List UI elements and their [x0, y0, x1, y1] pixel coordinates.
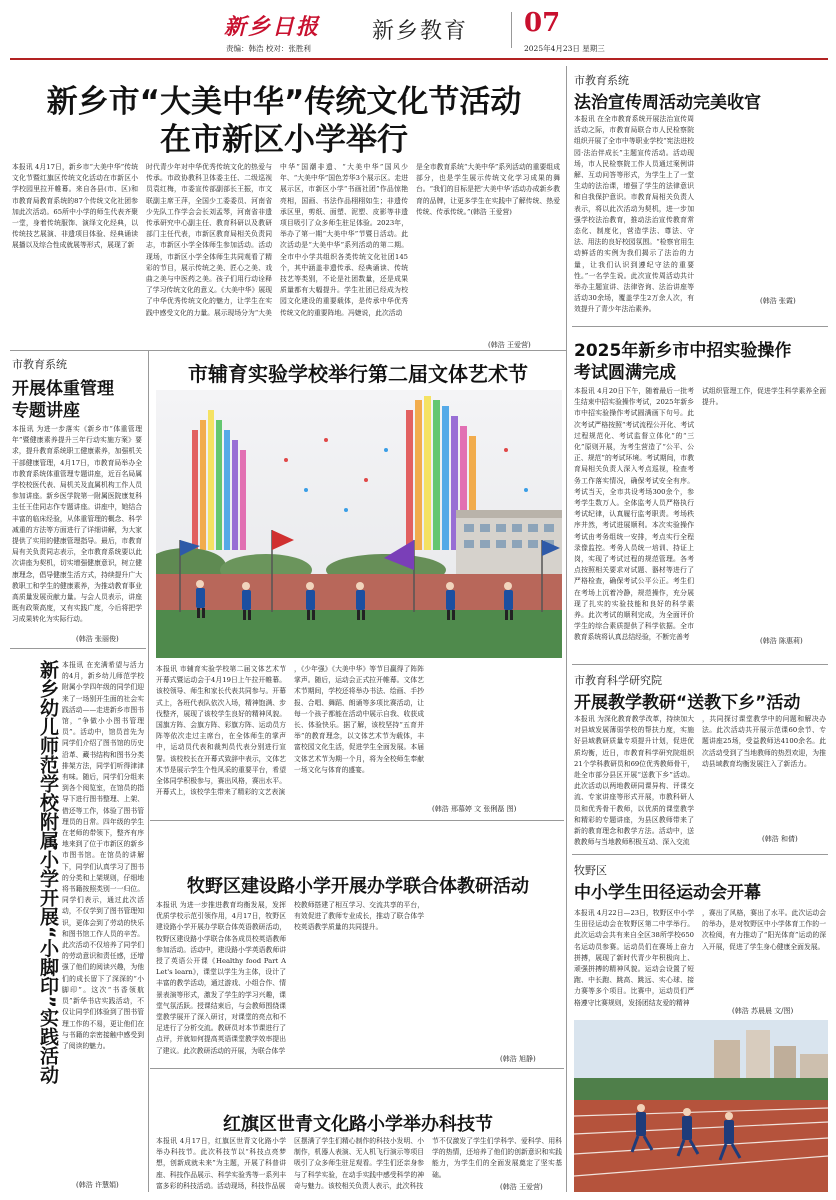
exam-body-col-2: 试组织管理工作，促进学生科学素养全面提升。	[702, 387, 826, 407]
lead-body-col-3: 中华”国潮非遗、“大美中华”国风少年、“大美中华”国色芳华3个展示区。走进展示区，市新区小学“书画社团”作品惊艳亮相，国画、书法作品栩栩如生；非遗传承区里，剪纸、面塑、泥塑、皮影等非遗项目吸引了众多师生驻足体验。2023年，举办了第一期“大美中华”节暨日活动。此次活动是“大美中华”系列活动的第二期。全市中小学共组织各类传统文化社团145个，其中涵盖非遗传承、经典诵读、传统技艺等类别，不论是社团数量，还是成果质量都有大幅提升。学生社团已经成为校园文化建设的重要载体，是传承中华优秀传统文化的重要阵地。冯婕说，此次活动	[280, 163, 408, 317]
sports-body-col-2: ，赛出了风格，赛出了水平。此次运动会的举办，是对牧野区中小学体育工作的一次检阅，有力推动了“阳光体育”运动的深入开展，促进了学生身心健康全面发展。	[702, 909, 826, 951]
research-title: 开展教学教研“送教下乡”活动	[574, 693, 801, 713]
sports-kicker: 牧野区	[574, 864, 607, 877]
divider-right-column	[566, 66, 567, 1192]
legal-body-col-1: 本报讯 在全市教育系统开展法治宣传周活动之际，市教育局联合市人民检察院组织开展了全市中等职业学校“宪法进校园·法治伴成长”主题宣传活动。活动现场，市人民检察院工作人员通过案例讲解、互动问答等形式，为学生上了一堂生动的法治课，增强了学生的法律意识和自我保护意识。市教育局相关负责人表示，将以此次活动为契机，进一步加强学校法治教育，推动法治宣传教育常态化、制度化，营造学法、尊法、守法、用法的良好校园氛围。“检察官用生动鲜活的实例为我们揭示了法治的力量，让我们认识到遵纪守法的重要性。”一名学生说。此次宣传周活动共计举办主题宣讲、法律咨询、法治讲座等活动30余场，覆盖学生2万余人次，有效提升了青少年法治素养。	[574, 115, 694, 314]
hongqi-byline: (韩浩 王爱营)	[500, 1183, 543, 1191]
divider-research	[572, 854, 828, 855]
divider-wellness	[10, 648, 146, 649]
hongqi-body-col-3: 节不仅激发了学生们学科学、爱科学、用科学的热情，还培养了他们的创新意识和实践能力，为学生们的全面发展奠定了坚实基础。	[432, 1137, 562, 1179]
wellness-title-1: 开展体重管理	[12, 379, 114, 399]
exam-title-2: 考试圆满完成	[574, 363, 676, 383]
kindergarten-byline: (韩浩 许慧娟)	[76, 1181, 119, 1189]
legal-body-col-2	[702, 114, 826, 298]
sports-title: 中小学生田径运动会开幕	[574, 883, 761, 903]
muye-body-col-1: 本报讯 为进一步推进教育均衡发展，发挥优质学校示范引领作用，4月17日，牧野区建设路小学开展办学联合体英语教研活动，牧野区建设路小学联合体各成员校英语教师参加活动。活动中，建设路小学英语教师讲授了英语公开课《Healthy food Part A Let's learn》，课堂以学生为主体，设计了丰富的教学活动，通过游戏、小组合作、情景表演等形式，激发了学生的学习兴趣，课堂气氛活跃。授课结束后，与会教师围绕课堂教学展开了深入研讨，对课堂的亮点和不足进行了分析交流。教研员对本节课进行了点评，并就如何提高英语课堂教学效率提出了建议。此次教研活动的开展，为联合体学	[156, 901, 286, 1055]
page-number: 07	[524, 8, 561, 38]
hongqi-title: 红旗区世青文化路小学举办科技节	[223, 1114, 493, 1135]
muye-body-col-3	[432, 900, 562, 1050]
research-body-col-2: ，共同探讨课堂教学中的问题和解决办法。此次活动共开展示范课60余节、专题讲座25场，受益教师达4100余名。此次活动受到了当地教师的热烈欢迎，为推动县域教育均衡发展注入了新活力。	[702, 715, 826, 768]
hongqi-body-col-2: 区摆满了学生们精心制作的科技小发明、小制作，机器人表演、无人机飞行演示等项目吸引了众多师生驻足观看。学生们还亲身参与了科学实验，在动手实践中感受科学的神奇与魅力。该校相关负责人表示，此次科技	[294, 1137, 424, 1190]
hongqi-body-col-1: 本报讯 4月17日，红旗区世青文化路小学举办科技节。此次科技节以“科技点亮梦想，创新成就未来”为主题，开展了科普讲座、科技作品展示、科学实验秀等一系列丰富多彩的科技活动。活动现场，科技作品展	[156, 1137, 286, 1190]
sports-byline: (韩浩 苏晨晨 文/图)	[732, 1007, 794, 1015]
art-title: 市辅育实验学校举行第二届文体艺术节	[188, 362, 528, 386]
running-track-image	[574, 1020, 828, 1192]
lead-headline-2: 在市新区小学举行	[160, 122, 408, 158]
exam-byline: (韩浩 陈惠莉)	[760, 637, 803, 645]
research-byline: (韩浩 和倩)	[762, 835, 798, 843]
section-name: 新乡教育	[372, 19, 469, 44]
divider-left-column	[148, 350, 149, 1192]
editor-line: 责编：韩浩 校对：张胜利	[226, 44, 311, 53]
art-body-col-1: 本报讯 市辅育实验学校第二届文体艺术节开幕式暨运动会于4月19日上午拉开帷幕。该校领导、师生和家长代表共同参与。开幕式上，各班代表队依次入场，精神饱满、步伐整齐，展现了该校学生良好的精神风貌。国旗方阵、会旗方阵、彩旗方阵、运动员方阵等依次走过主席台，在全体师生的掌声中，运动员代表和裁判员代表分别进行宣誓。该校校长在开幕式致辞中表示，文体艺术节是展示学生个性风采的重要平台，希望全体同学积极参与，赛出风格，赛出水平。开幕式上，该校学生带来了精彩的文艺表演	[156, 665, 286, 797]
art-body-col-3	[432, 664, 562, 788]
divider-exam	[572, 664, 828, 665]
legal-title: 法治宣传周活动完美收官	[574, 93, 761, 113]
wellness-kicker: 市教育系统	[12, 358, 67, 371]
research-kicker: 市教育科学研究院	[574, 674, 662, 687]
legal-kicker: 市教育系统	[574, 74, 629, 87]
divider-legal	[572, 326, 828, 327]
muye-title: 牧野区建设路小学开展办学联合体教研活动	[187, 876, 529, 897]
wellness-body: 本报讯 为进一步落实《新乡市“体重管理年”暨健康素养提升三年行动实施方案》要求，提升教育系统职工健康素养，加强机关干部健康管理，4月17日，市教育局举办全市教育系统体重管理专题讲座，近百名局属学校校医代表、局机关及直属机构工作人员参加讲座。新乡医学院第一附属医院康复科主任王佳同志作专题讲座。讲座中，她结合丰富的临床经验，从体重管理的概念、科学减重的方法等方面进行了详细讲解，为大家提供了实用的健康管理指导。最后，市教育局有关负责同志表示，全市教育系统要以此次讲座为契机，切实增强健康意识，树立健康理念，倡导健康生活方式，持续提升广大教职工和学生的健康素养，为推动教育事业高质量发展贡献力量。与会人员表示，讲座既有政策高度，又有实践广度，今后将把学习成果转化为实际行动。	[12, 425, 142, 624]
exam-body-col-1: 本报讯 4月20日下午，随着最后一批考生结束中招实验操作考试，2025年新乡市中招实验操作考试圆满画下句号。此次考试严格按照“考试流程公开化、考试过程规范化、考试监督立体化”的“三化”原则开展，为考生营造了“公平、公正、规范”的考试环境。考试期间，市教育局相关负责人深入考点巡视，检查考务工作落实情况，确保考试安全有序。考试当天，全市共设考场300余个，参考学生数万人。全体监考人员严格执行考试纪律，认真履行监考职责。考场秩序井然，考试进展顺利。本次实验操作考试由考务组统一安排，考点实行全程录像监控。考务人员统一培训、持证上岗，实现了考试过程的规范管理。各考点按照相关要求对试题、器材等进行了严格检查，确保考试公平公正。考生们在考场上沉着冷静，规范操作，充分展现了扎实的实验技能和良好的科学素养。此次考试的顺利完成，为全面评价学生的综合素质提供了科学依据。全市教育系统将认真总结经验，不断完善考	[574, 387, 694, 642]
lead-headline-1: 新乡市“大美中华”传统文化节活动	[46, 84, 522, 120]
paper-logo: 新乡日报	[224, 14, 321, 40]
art-byline: (韩浩 邢慕婷 文 张俐磊 图)	[432, 805, 517, 813]
masthead	[0, 0, 836, 58]
divider-lead	[10, 350, 566, 351]
research-body-col-1: 本报讯 为深化教育教学改革，持续加大对县域发展薄弱学校的帮扶力度，实施好县域教研质量专项提升计划，促进优质均衡，近日，市教育科学研究院组织21个学科教研员和69位优秀教师骨干，赴全市部分县区开展“送教下乡”活动。此次活动以两地教研同课异构、评课交流、专家讲座等形式开展，市教科研人员和优秀骨干教师，以优质的课堂教学和精彩的专题讲座，为县区教师带来了新的教育理念和教学方法。活动中，送教教师与当地教师积极互动、深入交流	[574, 715, 694, 847]
muye-body-col-2: 校教师搭建了相互学习、交流共享的平台，有效促进了教师专业成长，推动了联合体学校英语教学质量的共同提升。	[294, 901, 424, 932]
legal-byline: (韩浩 张霞)	[760, 297, 796, 305]
festival-ceremony-image	[156, 390, 562, 658]
muye-byline: (韩浩 旭静)	[500, 1055, 536, 1063]
sports-body-col-1: 本报讯 4月22日—23日，牧野区中小学生田径运动会在牧野区第二中学举行。此次运动会共有来自全区38所学校650名运动员参赛。运动员们在赛场上奋力拼搏，展现了新时代青少年积极向上、顽强拼搏的精神风貌。运动会设置了短跑、中长跑、跳高、跳远、实心球、接力赛等多个项目。比赛中，运动员们严格遵守比赛规则，发扬团结友爱的精神	[574, 909, 694, 1007]
divider-art	[150, 820, 564, 821]
lead-body-col-2: 时代青少年对中华优秀传统文化的热爱与传承。市政协教科卫体委主任、二级巡视员袁红梅，市委宣传部副部长王振，市文联副主席王萍，全国少工委委员、河南省少先队工作学会会长刘孟琴，河南省非遗传承研究中心副主任、教育科研以及教研部门主任代表，市新区教育局相关负责同志，市新区小学全体师生参加活动。活动现场，市新区小学全体师生共同观看了精彩的节目，展示传统之美、匠心之美、戏曲之美与中医药之美。孩子们用行动诠释了学习传统文化的意义。《大美中华》展现了中华优秀传统文化的魅力，让学生在实践中感受文化的力量。展示现场分为“大美	[146, 163, 272, 317]
header-rule	[10, 58, 828, 60]
exam-title-1: 2025年新乡市中招实验操作	[574, 341, 792, 361]
divider-muye	[150, 1068, 564, 1069]
header-divider	[511, 12, 512, 48]
art-photo	[156, 390, 562, 658]
art-body-col-2: ，《少年强》《大美中华》等节目赢得了阵阵掌声。随后，运动会正式拉开帷幕。文体艺术节期间，学校还将举办书法、绘画、手抄报、合唱、舞蹈、朗诵等多项比赛活动，让每一个孩子都能在活动中展示自我、收获成长、体验快乐。据了解，该校坚持“五育并举”的教育理念，以文体艺术节为载体，丰富校园文化生活，促进学生全面发展。本届文体艺术节为期一个月，将为全校师生奉献一场文化与体育的盛宴。	[294, 665, 424, 774]
kindergarten-body: 本报讯 在充满希望与活力的4月，新乡幼儿师范学校附属小学四年级的同学们迎来了一场别开生面的社会实践活动——走进新乡市图书馆，“争做小小图书管理员”。活动中，馆员首先为同学们介绍了图书馆的历史沿革、藏书结构和图书分类排架方法，同学们听得津津有味。随后，同学们分组来到各个阅览室，在馆员的指导下进行图书整理、上架、借还等工作，体验了图书管理员的日常。四年级的学生在老师的带领下，整齐有序地来到了位于市新区的新乡市图书馆。在馆员的讲解下，同学们认真学习了图书的分类和上架规则，仔细地将书籍按照类别一一归位。同学们表示，通过此次活动，不仅学到了图书管理知识，更体会到了劳动的快乐和图书馆工作人员的辛苦。此次活动不仅培养了同学们的劳动意识和责任感，还增强了他们的阅读兴趣，为他们的成长留下了深深的“小脚印”。这次“书香领航员”新华书店实践活动，不仅让同学们体验到了图书管理工作的不易，更让他们在与书籍的亲密接触中感受到了阅读的魅力。	[62, 661, 144, 1050]
wellness-byline: (韩浩 张丽俊)	[76, 635, 119, 643]
issue-date: 2025年4月23日 星期三	[524, 44, 605, 53]
lead-body-col-4: 是全市教育系统“大美中华”系列活动的重要组成部分，也是学生展示传统文化学习成果的舞台。“我们的目标是把‘大美中华’活动办成新乡教育的品牌，让更多学生在实践中了解传统、热爱传统、传承传统。”(韩浩 王爱营)	[416, 163, 560, 216]
lead-body-col-1: 本报讯 4月17日，新乡市“大美中华”传统文化节暨红旗区传统文化活动在市新区小学校园里拉开帷幕。来自各县(市、区)和市教育局教育系统的87个传统文化社团参加此次活动。65所中小学的师生代表齐聚一堂，身着传统服饰、演绎文化经典，以传统技艺展演、非遗项目体验、经典诵读展播以及综合性成就展等形式，展现了新	[12, 163, 138, 250]
sports-photo	[574, 1020, 828, 1192]
kindergarten-title: 新乡幼儿师范学校附属小学开展“小脚印”实践活动	[37, 660, 59, 1084]
lead-body-col-1b	[12, 262, 138, 328]
lead-byline: (韩浩 王爱营)	[488, 341, 531, 349]
wellness-title-2: 专题讲座	[12, 401, 80, 421]
